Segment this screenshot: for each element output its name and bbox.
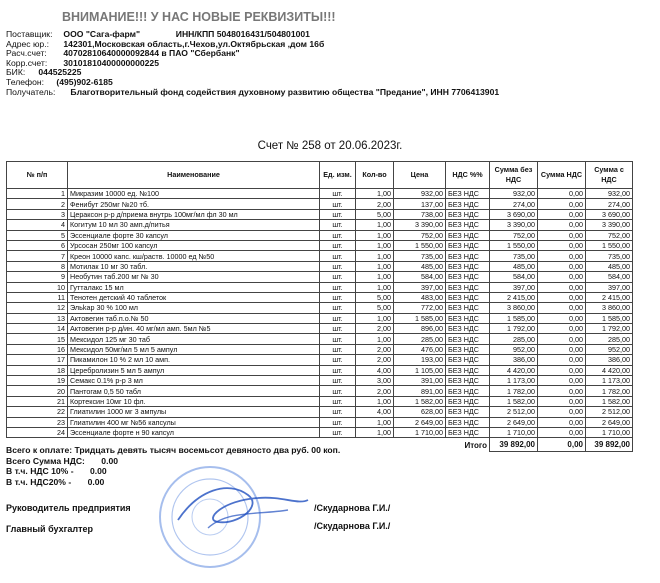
table-cell: 3,00 <box>356 376 394 386</box>
table-row <box>7 230 633 240</box>
table-cell: 18 <box>7 365 68 375</box>
table-cell: 14 <box>7 324 68 334</box>
table-cell: шт. <box>320 355 356 365</box>
table-cell: БЕЗ НДС <box>446 417 490 427</box>
table-cell: 1 585,00 <box>394 313 446 323</box>
table-cell: 397,00 <box>490 282 538 292</box>
table-cell: Эльkар 30 % 100 мл <box>68 303 320 313</box>
table-cell: 772,00 <box>394 303 446 313</box>
col-header-unit: Ед. изм. <box>320 162 356 189</box>
table-cell: 0,00 <box>538 334 586 344</box>
table-cell: 1,00 <box>356 230 394 240</box>
table-cell: 932,00 <box>490 189 538 199</box>
table-cell: БЕЗ НДС <box>446 199 490 209</box>
table-cell: БЕЗ НДС <box>446 272 490 282</box>
table-cell: шт. <box>320 334 356 344</box>
table-cell: 19 <box>7 376 68 386</box>
corr-value: 30101810400000000225 <box>63 57 159 68</box>
table-cell: 285,00 <box>586 334 633 344</box>
table-cell: 4,00 <box>356 365 394 375</box>
table-cell: 952,00 <box>490 344 538 354</box>
table-cell: 2 649,00 <box>586 417 633 427</box>
vat10-label: В т.ч. НДС 10% - <box>6 466 74 476</box>
table-cell: 15 <box>7 334 68 344</box>
table-cell: 23 <box>7 417 68 427</box>
table-cell: 397,00 <box>586 282 633 292</box>
table-cell: БЕЗ НДС <box>446 292 490 302</box>
table-cell: шт. <box>320 282 356 292</box>
total-without-vat: 39 892,00 <box>490 438 538 452</box>
table-cell: Эссенциале форте н 90 капсул <box>68 427 320 437</box>
table-cell: шт. <box>320 251 356 261</box>
table-cell: 932,00 <box>394 189 446 199</box>
director-name: /Скударнова Г.И./ <box>314 503 391 513</box>
table-cell: Семакс 0.1% р-р 3 мл <box>68 376 320 386</box>
table-cell: шт. <box>320 292 356 302</box>
table-cell: 397,00 <box>394 282 446 292</box>
table-cell: 735,00 <box>586 251 633 261</box>
table-cell: 10 <box>7 282 68 292</box>
table-cell: Глиатилин 1000 мг 3 ампулы <box>68 407 320 417</box>
table-cell: 1,00 <box>356 189 394 199</box>
table-cell: 2 649,00 <box>394 417 446 427</box>
table-cell: 1,00 <box>356 272 394 282</box>
table-row <box>7 417 633 427</box>
table-cell: 584,00 <box>490 272 538 282</box>
table-cell: 1 710,00 <box>490 427 538 437</box>
col-header-vat-rate: НДС %% <box>446 162 490 189</box>
table-cell: 584,00 <box>586 272 633 282</box>
table-cell: шт. <box>320 427 356 437</box>
table-cell: Актовегин таб.п.о.№ 50 <box>68 313 320 323</box>
table-cell: 0,00 <box>538 282 586 292</box>
table-cell: БЕЗ НДС <box>446 355 490 365</box>
table-cell: шт. <box>320 376 356 386</box>
table-cell: 0,00 <box>538 220 586 230</box>
table-cell: 1 710,00 <box>394 427 446 437</box>
table-row <box>7 365 633 375</box>
table-cell: шт. <box>320 396 356 406</box>
table-cell: 2 415,00 <box>586 292 633 302</box>
table-cell: Когитум 10 мл 30 амп.д/питья <box>68 220 320 230</box>
table-row <box>7 199 633 209</box>
table-row <box>7 313 633 323</box>
table-cell: 1 582,00 <box>586 396 633 406</box>
table-cell: 932,00 <box>586 189 633 199</box>
table-cell: 20 <box>7 386 68 396</box>
table-cell: Мексидол 125 мг 30 таб <box>68 334 320 344</box>
table-cell: шт. <box>320 303 356 313</box>
table-row <box>7 355 633 365</box>
table-cell: 11 <box>7 292 68 302</box>
col-header-name: Наименование <box>68 162 320 189</box>
total-label: Итого <box>464 440 487 450</box>
recipient-row <box>6 88 499 98</box>
table-cell: 483,00 <box>394 292 446 302</box>
inn-value: 5048016431/504801001 <box>216 29 310 39</box>
table-cell: 0,00 <box>538 324 586 334</box>
table-cell: 24 <box>7 427 68 437</box>
phone-value: (495)902-6185 <box>56 76 113 87</box>
table-cell: 0,00 <box>538 417 586 427</box>
table-cell: 274,00 <box>586 199 633 209</box>
table-cell: БЕЗ НДС <box>446 220 490 230</box>
col-header-price: Цена <box>394 162 446 189</box>
table-cell: 7 <box>7 251 68 261</box>
table-cell: 1,00 <box>356 261 394 271</box>
table-cell: 391,00 <box>394 376 446 386</box>
table-cell: БЕЗ НДС <box>446 251 490 261</box>
table-cell: 752,00 <box>394 230 446 240</box>
table-cell: 3 860,00 <box>490 303 538 313</box>
to-pay-line: Всего к оплате: Тридцать девять тысяч восемьсот девяносто два руб. 00 коп. <box>6 445 341 455</box>
table-cell: 1,00 <box>356 334 394 344</box>
table-cell: Церебролизин 5 мл 5 ампул <box>68 365 320 375</box>
table-header-row <box>7 162 633 189</box>
table-cell: шт. <box>320 365 356 375</box>
table-cell: 3 390,00 <box>394 220 446 230</box>
table-cell: 738,00 <box>394 209 446 219</box>
table-cell: 1,00 <box>356 251 394 261</box>
recipient-label: Получатель: <box>6 86 56 97</box>
table-cell: 735,00 <box>394 251 446 261</box>
table-cell: БЕЗ НДС <box>446 344 490 354</box>
table-cell: 0,00 <box>538 407 586 417</box>
recipient-value: Благотворительный фонд содействия духовному развитию общества "Предание", ИНН 7706413901 <box>70 86 500 97</box>
table-cell: шт. <box>320 407 356 417</box>
requisites-block <box>6 30 499 97</box>
table-cell: 285,00 <box>490 334 538 344</box>
table-row <box>7 344 633 354</box>
inn-label: ИНН/КПП <box>175 29 215 39</box>
bik-value: 044525225 <box>38 67 82 78</box>
table-cell: 584,00 <box>394 272 446 282</box>
table-cell: 5,00 <box>356 209 394 219</box>
vat20-label: В т.ч. НДС20% - <box>6 476 72 487</box>
table-cell: БЕЗ НДС <box>446 386 490 396</box>
col-header-num: № п/п <box>7 162 68 189</box>
table-cell: 1 782,00 <box>586 386 633 396</box>
accountant-label: Главный бухгалтер <box>6 524 94 534</box>
col-header-sum-with-vat: Сумма с НДС <box>586 162 633 189</box>
signature-icon <box>168 470 318 540</box>
table-cell: БЕЗ НДС <box>446 209 490 219</box>
table-cell: 0,00 <box>538 261 586 271</box>
table-cell: Кортексин 10мг 10 фл. <box>68 396 320 406</box>
table-cell: 0,00 <box>538 396 586 406</box>
table-cell: 8 <box>7 261 68 271</box>
table-cell: БЕЗ НДС <box>446 261 490 271</box>
table-cell: 1,00 <box>356 313 394 323</box>
table-cell: 5,00 <box>356 303 394 313</box>
address-value: 142301,Московская область,г.Чехов,ул.Октябрьская ,дом 16б <box>63 38 325 49</box>
table-cell: 485,00 <box>490 261 538 271</box>
table-cell: 1 <box>7 189 68 199</box>
table-cell: 0,00 <box>538 365 586 375</box>
table-cell: Пикамилон 10 % 2 мл 10 амп. <box>68 355 320 365</box>
table-cell: БЕЗ НДС <box>446 240 490 250</box>
vat20-value: 0.00 <box>87 476 105 487</box>
table-cell: 12 <box>7 303 68 313</box>
table-cell: Креон 10000 капс. кш/раств. 10000 ед №50 <box>68 251 320 261</box>
table-cell: Микразим 10000 ед. №100 <box>68 189 320 199</box>
table-cell: шт. <box>320 272 356 282</box>
table-cell: Цераксон р-р д/приема внутрь 100мг/мл фл 30 мл <box>68 209 320 219</box>
table-cell: шт. <box>320 417 356 427</box>
table-cell: Мотилак 10 мг 30 табл. <box>68 261 320 271</box>
table-cell: 285,00 <box>394 334 446 344</box>
table-cell: 1 582,00 <box>490 396 538 406</box>
table-cell: 2 512,00 <box>490 407 538 417</box>
table-cell: 1 585,00 <box>586 313 633 323</box>
table-cell: 1 782,00 <box>490 386 538 396</box>
table-cell: шт. <box>320 261 356 271</box>
total-vat: 0,00 <box>538 438 586 452</box>
table-cell: БЕЗ НДС <box>446 427 490 437</box>
table-cell: шт. <box>320 230 356 240</box>
table-cell: Урсосан 250мг 100 капсул <box>68 240 320 250</box>
table-cell: 13 <box>7 313 68 323</box>
table-cell: 0,00 <box>538 344 586 354</box>
col-header-qty: Кол-во <box>356 162 394 189</box>
table-cell: Гутталакс 15 мл <box>68 282 320 292</box>
table-row <box>7 407 633 417</box>
table-cell: 0,00 <box>538 303 586 313</box>
table-row <box>7 324 633 334</box>
table-row <box>7 220 633 230</box>
table-row <box>7 396 633 406</box>
table-cell: 0,00 <box>538 355 586 365</box>
table-cell: 952,00 <box>586 344 633 354</box>
table-cell: 0,00 <box>538 199 586 209</box>
table-cell: 628,00 <box>394 407 446 417</box>
table-cell: 2 512,00 <box>586 407 633 417</box>
table-cell: 1 792,00 <box>490 324 538 334</box>
phone-label: Телефон: <box>6 76 45 87</box>
table-cell: 5 <box>7 230 68 240</box>
table-cell: 193,00 <box>394 355 446 365</box>
table-cell: 1,00 <box>356 220 394 230</box>
table-cell: шт. <box>320 220 356 230</box>
table-cell: 1 550,00 <box>586 240 633 250</box>
table-cell: 1 550,00 <box>490 240 538 250</box>
table-cell: шт. <box>320 344 356 354</box>
table-cell: 1,00 <box>356 282 394 292</box>
table-cell: 2,00 <box>356 199 394 209</box>
table-row <box>7 334 633 344</box>
table-row <box>7 303 633 313</box>
table-cell: 1,00 <box>356 427 394 437</box>
table-cell: 1 105,00 <box>394 365 446 375</box>
table-cell: БЕЗ НДС <box>446 334 490 344</box>
table-cell: 3 <box>7 209 68 219</box>
table-cell: Пантогам 0,5 50 табл <box>68 386 320 396</box>
table-cell: 1 582,00 <box>394 396 446 406</box>
invoice-title: Счет № 258 от 20.06.2023г. <box>257 140 403 152</box>
table-row <box>7 189 633 199</box>
table-cell: БЕЗ НДС <box>446 407 490 417</box>
table-cell: БЕЗ НДС <box>446 324 490 334</box>
table-cell: 0,00 <box>538 240 586 250</box>
supplier-label: Поставщик: <box>6 29 53 39</box>
table-cell: 1 173,00 <box>586 376 633 386</box>
table-cell: 1 173,00 <box>490 376 538 386</box>
table-cell: шт. <box>320 199 356 209</box>
table-cell: 1,00 <box>356 396 394 406</box>
table-cell: 22 <box>7 407 68 417</box>
account-label: Расч.счет: <box>6 48 47 59</box>
notice-banner: ВНИМАНИЕ!!! У НАС НОВЫЕ РЕКВИЗИТЫ!!! <box>62 10 336 24</box>
table-cell: 3 390,00 <box>586 220 633 230</box>
table-cell: 21 <box>7 396 68 406</box>
table-cell: 3 390,00 <box>490 220 538 230</box>
total-with-vat: 39 892,00 <box>586 438 633 452</box>
table-cell: 17 <box>7 355 68 365</box>
table-row <box>7 240 633 250</box>
table-cell: 0,00 <box>538 189 586 199</box>
table-cell: БЕЗ НДС <box>446 365 490 375</box>
table-cell: Эссенциале форте 30 капсул <box>68 230 320 240</box>
director-label: Руководитель предприятия <box>6 503 131 513</box>
table-cell: 9 <box>7 272 68 282</box>
table-cell: 386,00 <box>490 355 538 365</box>
vat10-value: 0.00 <box>89 466 107 476</box>
table-cell: шт. <box>320 324 356 334</box>
table-cell: 274,00 <box>490 199 538 209</box>
table-cell: 735,00 <box>490 251 538 261</box>
table-row <box>7 251 633 261</box>
table-cell: 2 649,00 <box>490 417 538 427</box>
invoice-table <box>6 161 633 452</box>
table-row <box>7 376 633 386</box>
col-header-vat-sum: Сумма НДС <box>538 162 586 189</box>
table-cell: 0,00 <box>538 292 586 302</box>
table-cell: БЕЗ НДС <box>446 189 490 199</box>
table-cell: 1,00 <box>356 417 394 427</box>
table-cell: 137,00 <box>394 199 446 209</box>
address-label: Адрес юр.: <box>6 38 49 49</box>
table-cell: 386,00 <box>586 355 633 365</box>
table-cell: 3 860,00 <box>586 303 633 313</box>
table-cell: Актовегин р-р д/ин. 40 мг/мл амп. 5мл №5 <box>68 324 320 334</box>
table-row <box>7 261 633 271</box>
table-row <box>7 272 633 282</box>
supplier-value: ООО "Сага-фарм" <box>63 29 141 39</box>
table-cell: 0,00 <box>538 313 586 323</box>
table-cell: 4 <box>7 220 68 230</box>
table-row <box>7 427 633 437</box>
table-cell: 3 690,00 <box>586 209 633 219</box>
table-cell: 2 <box>7 199 68 209</box>
table-cell: 1 710,00 <box>586 427 633 437</box>
table-cell: шт. <box>320 313 356 323</box>
col-header-sum-no-vat: Сумма без НДС <box>490 162 538 189</box>
table-cell: 0,00 <box>538 427 586 437</box>
table-cell: БЕЗ НДС <box>446 396 490 406</box>
table-cell: 476,00 <box>394 344 446 354</box>
table-cell: 6 <box>7 240 68 250</box>
table-cell: 0,00 <box>538 251 586 261</box>
vat-total-value: 0.00 <box>101 455 119 466</box>
table-cell: Глиатилин 400 мг №56 капсулы <box>68 417 320 427</box>
table-cell: БЕЗ НДС <box>446 282 490 292</box>
table-cell: 16 <box>7 344 68 354</box>
table-cell: шт. <box>320 386 356 396</box>
table-cell: 2,00 <box>356 344 394 354</box>
table-cell: 0,00 <box>538 230 586 240</box>
table-cell: 0,00 <box>538 386 586 396</box>
table-row <box>7 292 633 302</box>
table-cell: Тенотен детский 40 таблеток <box>68 292 320 302</box>
table-row <box>7 209 633 219</box>
table-cell: 752,00 <box>490 230 538 240</box>
table-cell: 1 792,00 <box>586 324 633 334</box>
table-cell: 4 420,00 <box>490 365 538 375</box>
accountant-name: /Скударнова Г.И./ <box>314 521 391 531</box>
table-cell: БЕЗ НДС <box>446 376 490 386</box>
table-cell: шт. <box>320 240 356 250</box>
table-cell: Необутин таб.200 мг № 30 <box>68 272 320 282</box>
table-cell: 891,00 <box>394 386 446 396</box>
table-cell: 2 415,00 <box>490 292 538 302</box>
vat-total-label: Всего Сумма НДС: <box>6 455 85 466</box>
table-cell: 1 550,00 <box>394 240 446 250</box>
table-cell: шт. <box>320 189 356 199</box>
table-cell: БЕЗ НДС <box>446 230 490 240</box>
table-cell: 1,00 <box>356 240 394 250</box>
table-cell: 4 420,00 <box>586 365 633 375</box>
table-cell: 2,00 <box>356 355 394 365</box>
table-cell: 752,00 <box>586 230 633 240</box>
table-row <box>7 386 633 396</box>
table-cell: 0,00 <box>538 272 586 282</box>
table-cell: 3 690,00 <box>490 209 538 219</box>
table-row <box>7 282 633 292</box>
account-value: 40702810640000092844 в ПАО "Сбербанк" <box>63 48 240 59</box>
table-cell: БЕЗ НДС <box>446 313 490 323</box>
table-cell: Мексидол 50мг/мл 5 мл 5 ампул <box>68 344 320 354</box>
table-cell: 485,00 <box>586 261 633 271</box>
table-cell: шт. <box>320 209 356 219</box>
table-cell: 485,00 <box>394 261 446 271</box>
table-cell: Фенибут 250мг №20 тб. <box>68 199 320 209</box>
table-cell: 1 585,00 <box>490 313 538 323</box>
table-cell: 896,00 <box>394 324 446 334</box>
table-cell: 0,00 <box>538 209 586 219</box>
table-cell: БЕЗ НДС <box>446 303 490 313</box>
corr-label: Корр.счет: <box>6 57 48 68</box>
table-cell: 2,00 <box>356 386 394 396</box>
table-cell: 4,00 <box>356 407 394 417</box>
table-cell: 0,00 <box>538 376 586 386</box>
table-cell: 2,00 <box>356 324 394 334</box>
bik-label: БИК: <box>6 67 26 78</box>
table-cell: 5,00 <box>356 292 394 302</box>
